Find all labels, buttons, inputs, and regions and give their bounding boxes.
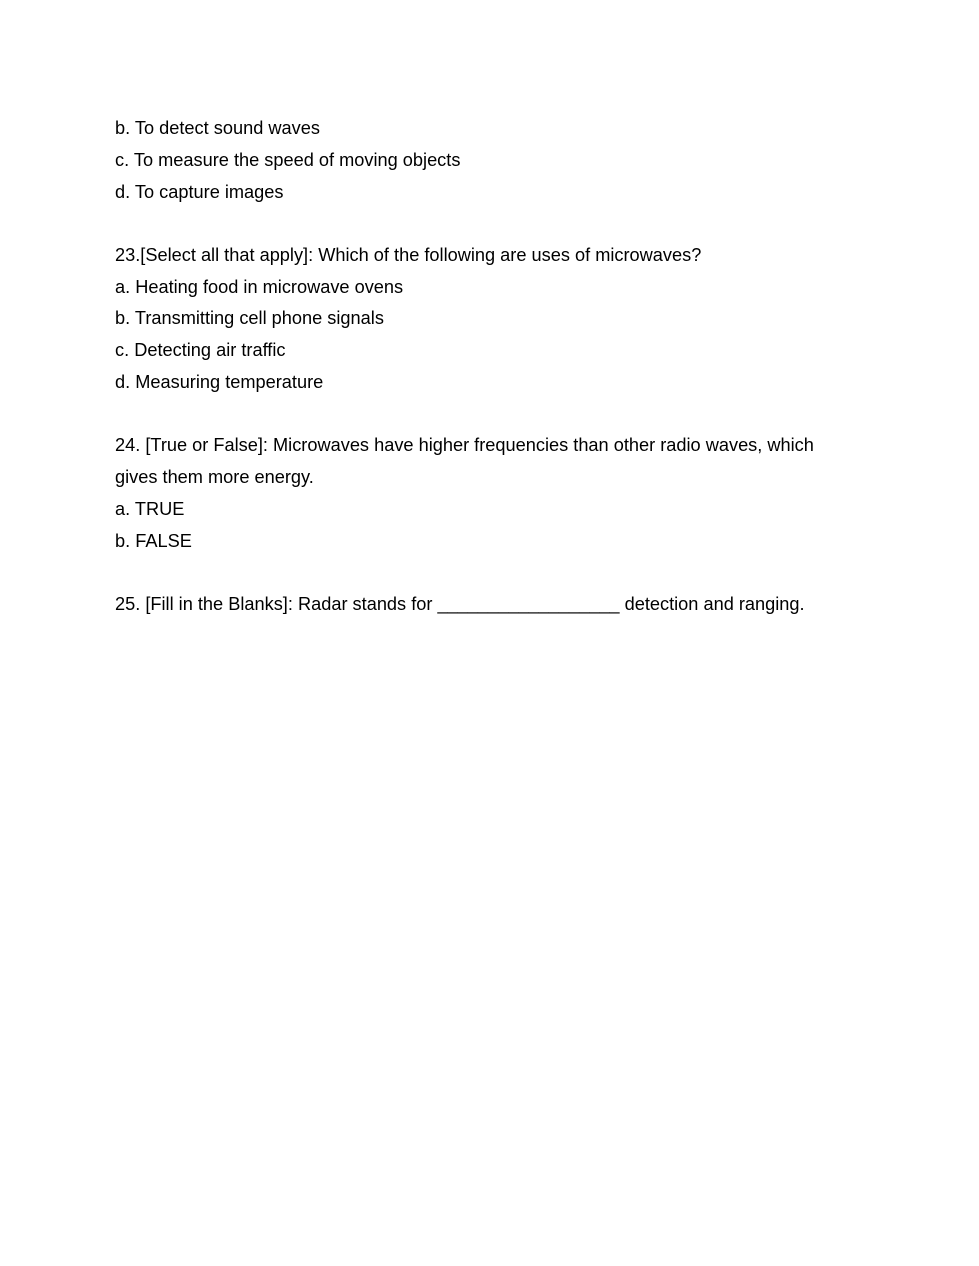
question-23-option-d: d. Measuring temperature: [115, 372, 324, 393]
document-page: [115, 113, 855, 621]
question-23-option-b: b. Transmitting cell phone signals: [115, 308, 384, 329]
spacer: [115, 558, 855, 590]
question-25-prompt: 25. [Fill in the Blanks]: Radar stands for __________________ detection and ranging.: [115, 594, 805, 615]
question-23: [115, 240, 855, 399]
spacer: [115, 208, 855, 240]
question-23-option-a: a. Heating food in microwave ovens: [115, 276, 404, 297]
option-b: b. To detect sound waves: [115, 118, 320, 138]
spacer: [115, 399, 855, 431]
option-d: d. To capture images: [115, 181, 284, 202]
question-24-prompt-line-1: 24. [True or False]: Microwaves have higher frequencies than other radio waves, which: [115, 435, 814, 456]
question-24-prompt-line-2: gives them more energy.: [115, 467, 314, 488]
question-23-option-c: c. Detecting air traffic: [115, 340, 286, 361]
continued-question-options: [115, 113, 855, 208]
question-23-prompt: 23.[Select all that apply]: Which of the following are uses of microwaves?: [115, 244, 702, 265]
question-24: [115, 430, 855, 557]
option-c: c. To measure the speed of moving objects: [115, 149, 461, 170]
question-24-option-b: b. FALSE: [115, 530, 192, 551]
question-25: [115, 589, 855, 621]
question-24-option-a: a. TRUE: [115, 498, 185, 519]
